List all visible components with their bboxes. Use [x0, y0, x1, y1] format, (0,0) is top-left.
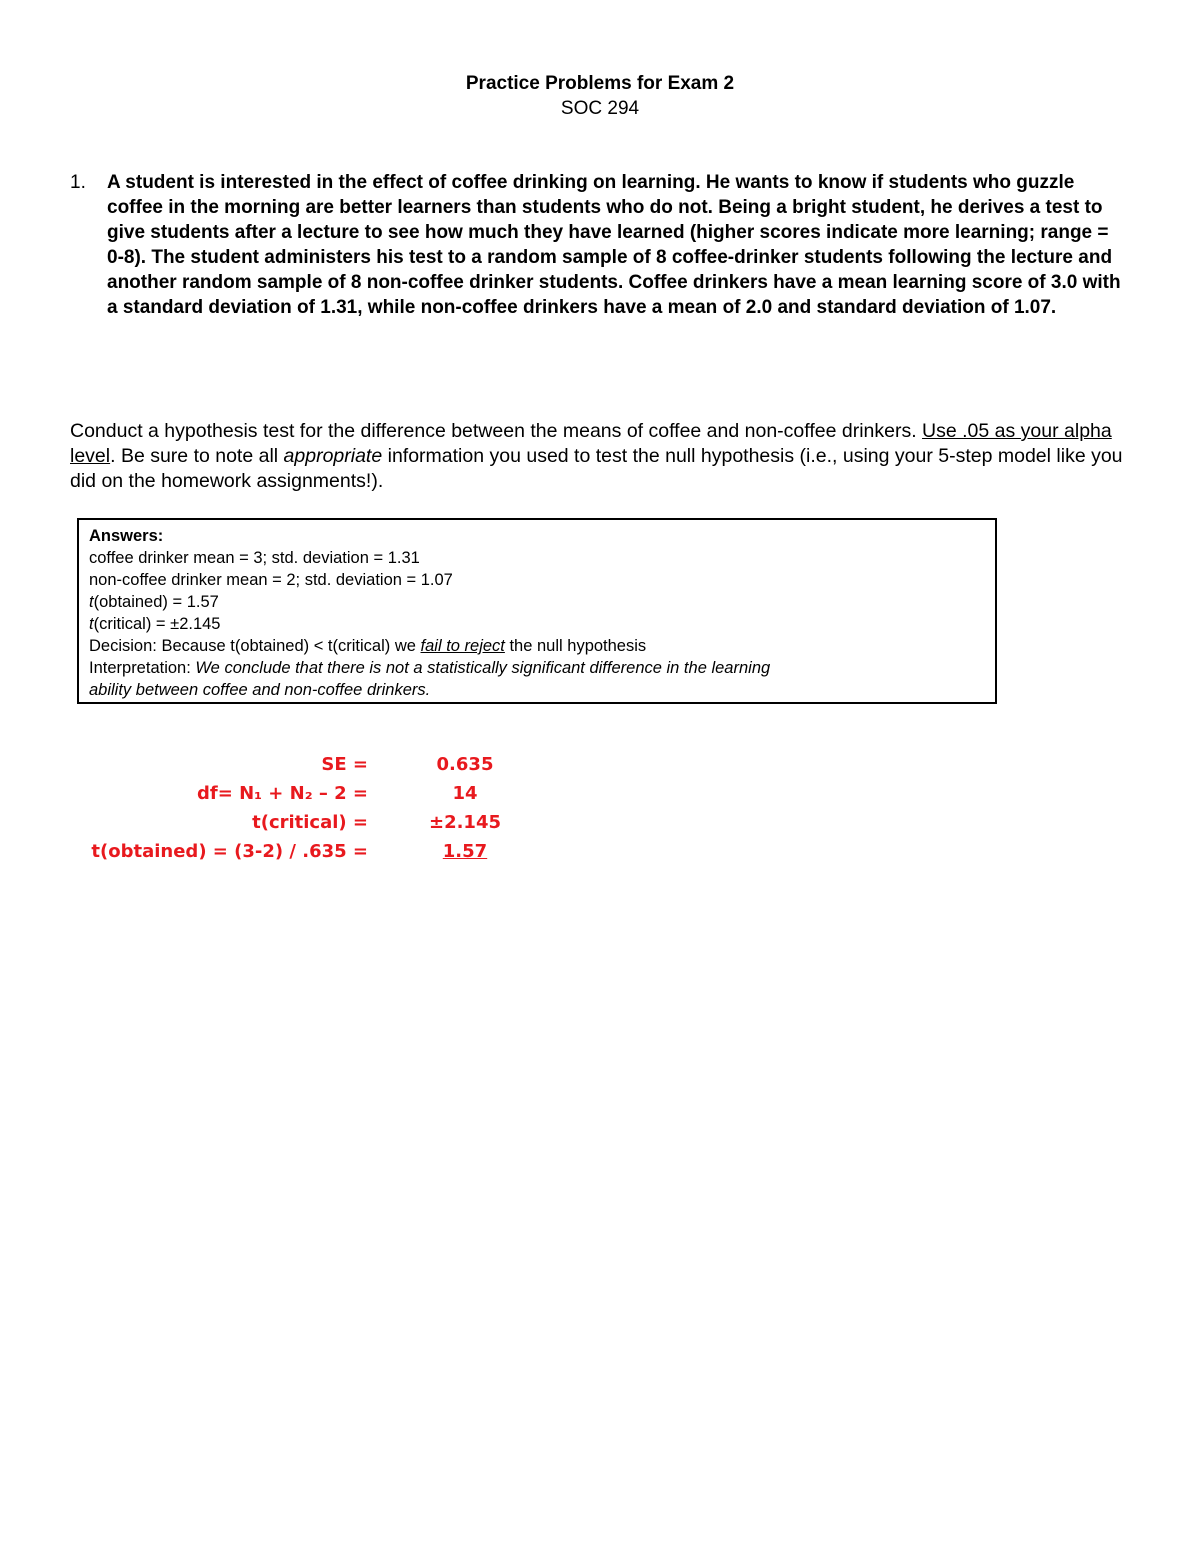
instructions-paragraph: [70, 419, 1130, 494]
coffee-drinker-stats: coffee drinker mean = 3; std. deviation = 1.31: [89, 549, 420, 567]
calc-row-df: [0, 779, 1200, 808]
calc-label: t(obtained) = (3-2) / .635 =: [91, 841, 368, 862]
t-obtained-value: (obtained) = 1.57: [93, 593, 219, 611]
calc-row-t-obtained: [0, 837, 1200, 866]
document-subtitle: SOC 294: [560, 98, 640, 119]
non-coffee-drinker-stats: non-coffee drinker mean = 2; std. deviation = 1.07: [89, 571, 453, 589]
instructions-part-1: Conduct a hypothesis test for the difference between the means of coffee and non-coffee drinkers.: [70, 420, 923, 442]
t-symbol: t: [89, 593, 94, 611]
decision-suffix: the null hypothesis: [504, 637, 647, 655]
interpretation-line-1: [89, 657, 995, 679]
calc-value-underlined: 1.57: [442, 841, 488, 862]
answers-heading: Answers:: [89, 527, 164, 545]
instructions-part-3: information you used to test the null hypothesis (i.e., using your 5-step model like you did on the homework assignments!).: [70, 445, 1123, 492]
decision-prefix: Decision: Because t(obtained) < t(critical) we: [89, 637, 421, 655]
calc-label: t(critical) =: [252, 812, 368, 833]
calc-row-se: [0, 750, 1200, 779]
question-1: [70, 170, 1130, 320]
alpha-level-note: Use .05 as your alpha level: [70, 420, 1112, 467]
question-number: 1.: [70, 172, 86, 193]
t-symbol: t: [89, 615, 94, 633]
instructions-emphasis: appropriate: [283, 445, 383, 467]
document-title: Practice Problems for Exam 2: [465, 73, 735, 94]
calc-row-t-critical: [0, 808, 1200, 837]
decision-emphasis: fail to reject: [420, 637, 505, 655]
interpretation-text-1: We conclude that there is not a statistically significant difference in the learning: [195, 659, 771, 677]
interpretation-line-2: ability between coffee and non-coffee drinkers.: [89, 681, 431, 699]
interpretation-label: Interpretation:: [89, 659, 196, 677]
instructions-part-2: . Be sure to note all: [110, 445, 284, 467]
decision-line: [89, 635, 995, 657]
answers-box: [77, 518, 997, 704]
calc-label: df= N₁ + N₂ – 2 =: [197, 783, 368, 804]
calc-value: 14: [452, 783, 478, 804]
calc-value: [380, 841, 550, 862]
t-critical-value: (critical) = ±2.145: [93, 615, 221, 633]
calculation-block: [0, 750, 1200, 866]
t-obtained-answer: [89, 591, 995, 613]
t-critical-answer: [89, 613, 995, 635]
calc-value: ±2.145: [428, 812, 502, 833]
question-text: A student is interested in the effect of coffee drinking on learning. He wants to know if students who guzzle coffee in the morning are better learners than students who do not. Being a bright student, he derives a test to give students after a lecture to see how much they have learned (higher scores indicate more learning; range = 0-8). The student administers his test to a random sample of 8 coffee-drinker students following the lecture and another random sample of 8 non-coffee drinker students. Coffee drinkers have a mean learning score of 3.0 with a standard deviation of 1.31, while non-coffee drinkers have a mean of 2.0 and standard deviation of 1.07.: [107, 172, 1121, 318]
calc-label: SE =: [321, 754, 368, 775]
calc-value: 0.635: [436, 754, 494, 775]
